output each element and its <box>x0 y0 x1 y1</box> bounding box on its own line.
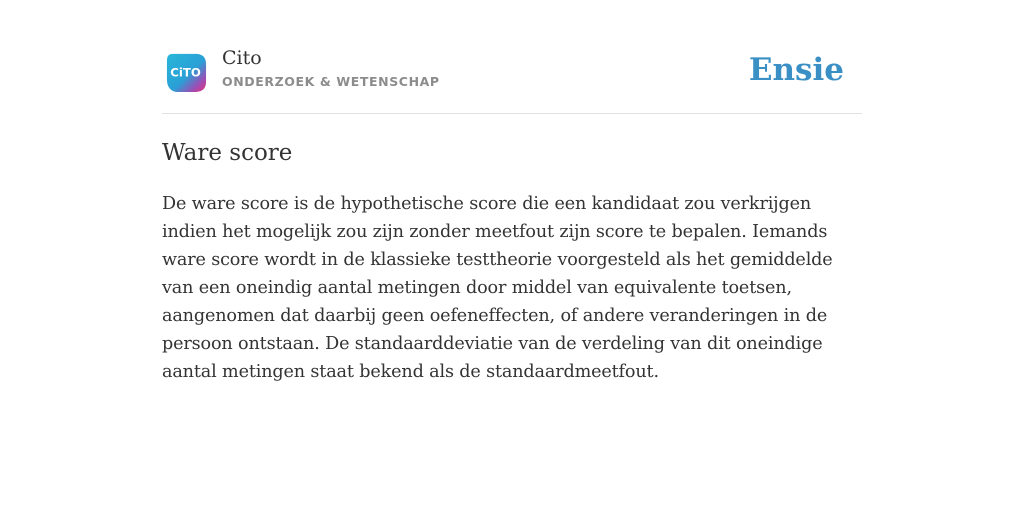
logo-wordmark: CiTO <box>170 65 201 80</box>
definition-card <box>162 0 862 382</box>
cito-logo-icon <box>165 51 208 94</box>
card-header <box>162 0 862 114</box>
definition-body: De ware score is de hypothetische score die een kandidaat zou verkrijgen indien het mogelijk zou zijn zonder meetfout zijn score te bepalen. Iemands ware score wordt in de klassieke testtheorie voorgesteld als het gemiddelde van een oneindig aantal metingen door middel van equivalente toetsen, aangenomen dat daarbij geen oefeneffecten, of andere veranderingen in de persoon ontstaan. De standaarddeviatie van de verdeling van dit oneindige aantal metingen staat bekend als de standaardmeetfout. <box>162 194 833 382</box>
definition-title: Ware score <box>162 140 293 166</box>
org-subtitle: ONDERZOEK & WETENSCHAP <box>222 74 440 89</box>
org-name: Cito <box>222 47 262 69</box>
ensie-brand-link[interactable]: Ensie <box>748 52 844 88</box>
